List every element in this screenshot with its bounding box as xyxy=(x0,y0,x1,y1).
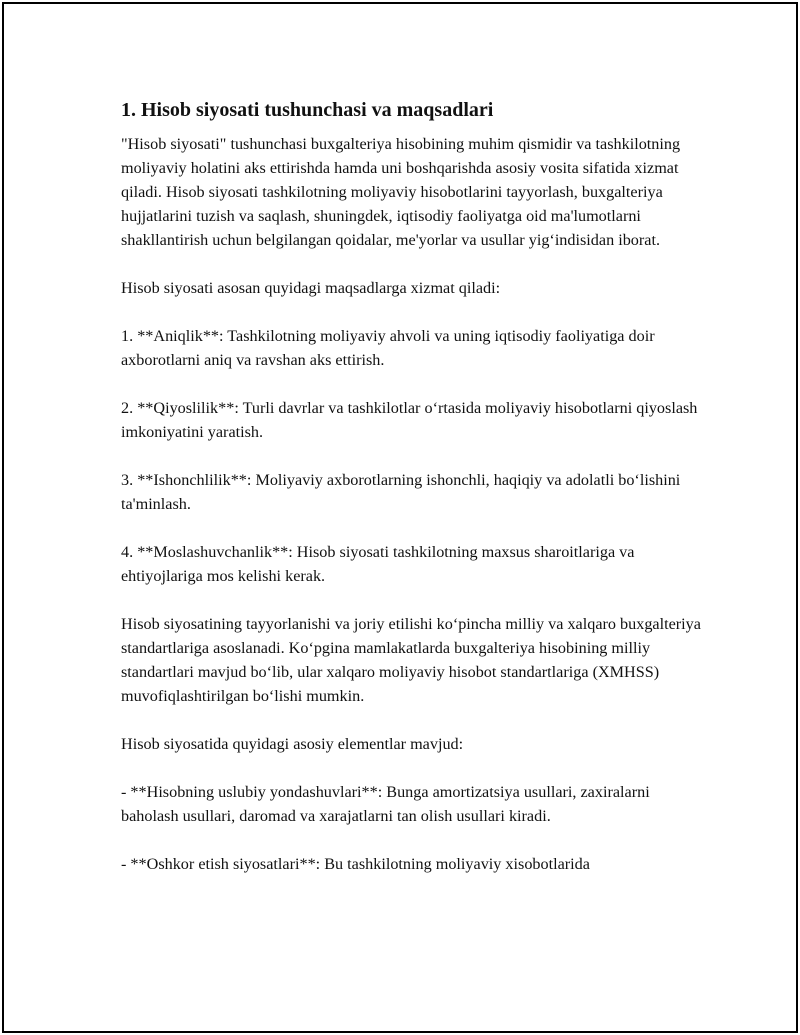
goal-item-comparability: 2. **Qiyoslilik**: Turli davrlar va tashkilotlar o‘rtasida moliyaviy hisobotlarni qiyoslash imkoniyatini yaratish. xyxy=(121,399,698,441)
standards-paragraph: Hisob siyosatining tayyorlanishi va joriy etilishi ko‘pincha milliy va xalqaro buxgalteriya standartlariga asoslanadi. Ko‘pgina mamlakatlarda buxgalteriya hisobining milliy standartlari mavjud bo‘lib, ular xalqaro moliyaviy hisobot standartlariga (XMHSS) muvofiqlashtirilgan bo‘lishi mumkin. xyxy=(121,615,701,705)
goals-intro-paragraph: Hisob siyosati asosan quyidagi maqsadlarga xizmat qiladi: xyxy=(121,279,501,297)
goal-item-reliability: 3. **Ishonchlilik**: Moliyaviy axborotlarning ishonchli, haqiqiy va adolatli bo‘lishini ta'minlash. xyxy=(121,471,681,513)
element-item-methods: - **Hisobning uslubiy yondashuvlari**: Bunga amortizatsiya usullari, zaxiralarni baholash usullari, daromad va xarajatlarni tan olish usullari kiradi. xyxy=(121,783,650,825)
element-item-disclosure: - **Oshkor etish siyosatlari**: Bu tashkilotning moliyaviy xisobotlarida xyxy=(121,855,590,873)
page-frame xyxy=(2,2,798,1033)
intro-paragraph: "Hisob siyosati" tushunchasi buxgalteriya hisobining muhim qismidir va tashkilotning moliyaviy holatini aks ettirishda hamda uni boshqarishda asosiy vosita sifatida xizmat qiladi. Hisob siyosati tashkilotning moliyaviy hisobotlarini tayyorlash, buxgalteriya hujjatlarini tuzish va saqlash, shuningdek, iqtisodiy faoliyatga oid ma'lumotlarni shakllantirish uchun belgilangan qoidalar, me'yorlar va usullar yig‘indisidan iborat. xyxy=(121,135,681,249)
elements-intro-paragraph: Hisob siyosatida quyidagi asosiy elementlar mavjud: xyxy=(121,735,464,753)
goal-item-flexibility: 4. **Moslashuvchanlik**: Hisob siyosati tashkilotning maxsus sharoitlariga va ehtiyojlariga mos kelishi kerak. xyxy=(121,543,635,585)
goal-item-accuracy: 1. **Aniqlik**: Tashkilotning moliyaviy ahvoli va uning iqtisodiy faoliyatiga doir axborotlarni aniq va ravshan aks ettirish. xyxy=(121,327,655,369)
document-heading: 1. Hisob siyosati tushunchasi va maqsadlari xyxy=(121,99,494,121)
document-body xyxy=(121,97,701,900)
